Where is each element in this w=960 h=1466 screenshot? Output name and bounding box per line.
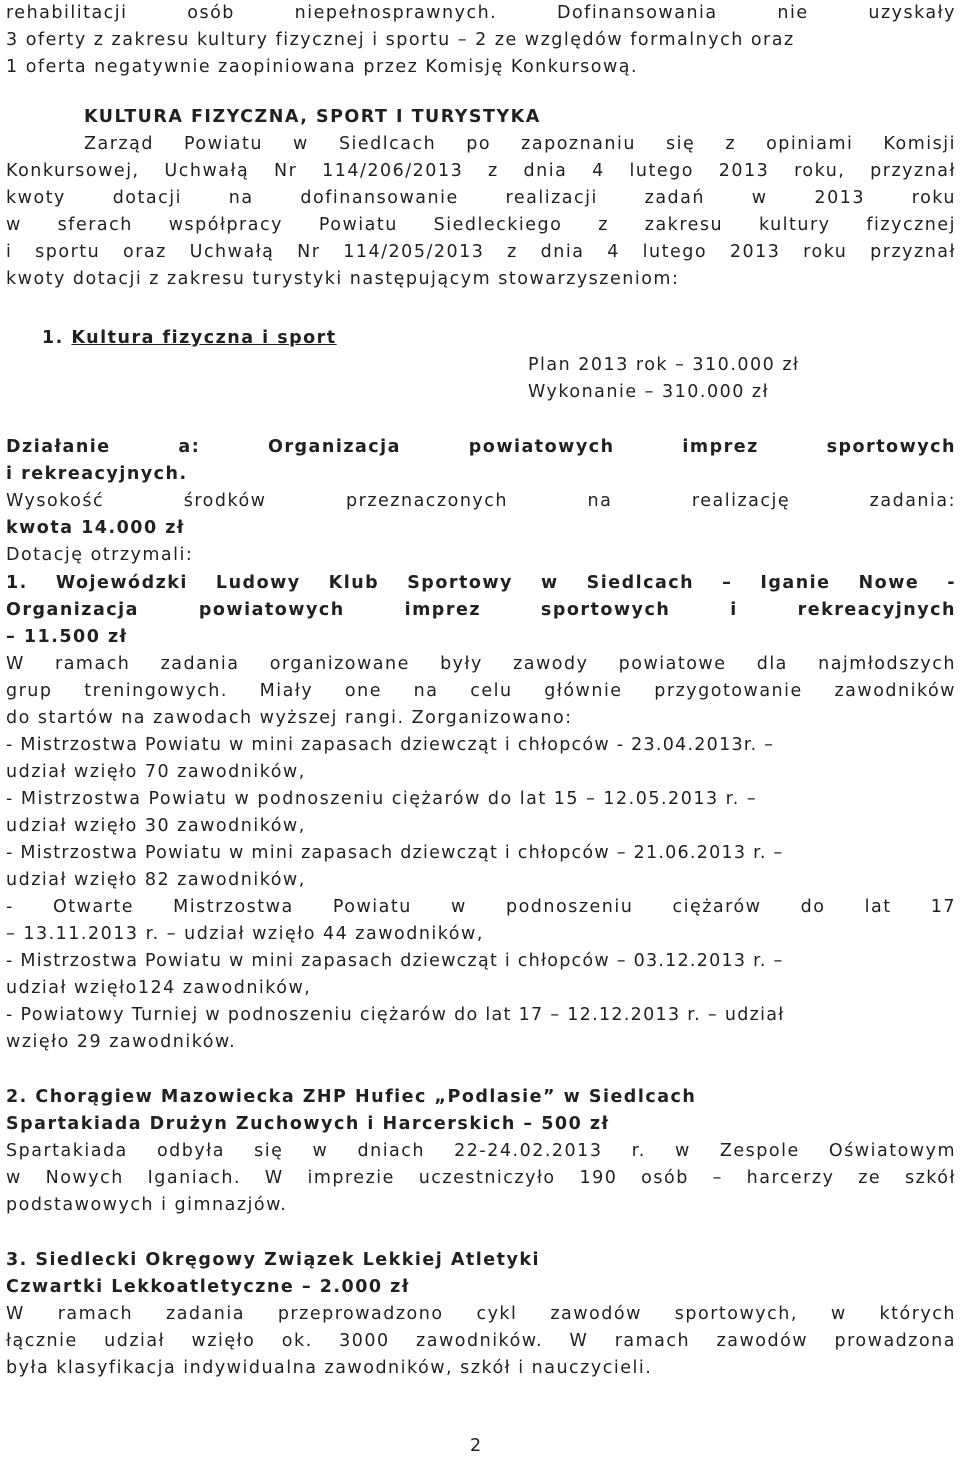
grant-heading: Organizacja powiatowych imprez sportowych i rekreacyjnych: [6, 600, 956, 620]
grant-text-line: - Powiatowy Turniej w podnoszeniu ciężarów do lat 17 – 12.12.2013 r. – udział: [6, 1005, 785, 1025]
section-text-line: kwoty dotacji z zakresu turystyki następującym stowarzyszeniom:: [6, 269, 680, 289]
plan-amount: Plan 2013 rok – 310.000 zł: [528, 355, 800, 375]
grant-text-line: łącznie udział wzięło ok. 3000 zawodników. W ramach zawodów prowadzona: [6, 1331, 956, 1351]
grant-text-line: w Nowych Iganiach. W imprezie uczestniczyło 190 osób – harcerzy ze szkół: [6, 1168, 956, 1188]
section-text-line: i sportu oraz Uchwałą Nr 114/205/2013 z dnia 4 lutego 2013 roku przyznał: [6, 242, 956, 262]
grant-text-line: wzięło 29 zawodników.: [6, 1032, 237, 1052]
recipients-label: Dotację otrzymali:: [6, 545, 194, 565]
grant-text-line: udział wzięło124 zawodników,: [6, 978, 312, 998]
section-text-line: w sferach współpracy Powiatu Siedleckiego z zakresu kultury fizycznej: [6, 215, 956, 235]
grant-text-line: – 13.11.2013 r. – udział wzięło 44 zawodników,: [6, 924, 484, 944]
intro-line: rehabilitacji osób niepełnosprawnych. Dofinansowania nie uzyskały: [6, 3, 956, 23]
section-title: KULTURA FIZYCZNA, SPORT I TURYSTYKA: [84, 107, 541, 127]
grant-heading: 1. Wojewódzki Ludowy Klub Sportowy w Siedlcach – Iganie Nowe -: [6, 573, 956, 593]
intro-line: 1 oferta negatywnie zaopiniowana przez Komisję Konkursową.: [6, 57, 639, 77]
grant-text-line: Spartakiada odbyła się w dniach 22-24.02.2013 r. w Zespole Oświatowym: [6, 1141, 956, 1161]
grant-text-line: - Mistrzostwa Powiatu w mini zapasach dziewcząt i chłopców - 23.04.2013r. –: [6, 735, 775, 755]
execution-amount: Wykonanie – 310.000 zł: [528, 382, 770, 402]
subsection-heading: [42, 325, 922, 352]
grant-text-line: udział wzięło 30 zawodników,: [6, 816, 306, 836]
section-text-line: kwoty dotacji na dofinansowanie realizacji zadań w 2013 roku: [6, 188, 956, 208]
intro-line: 3 oferty z zakresu kultury fizycznej i sportu – 2 ze względów formalnych oraz: [6, 30, 795, 50]
grant-text-line: grup treningowych. Miały one na celu głównie przygotowanie zawodników: [6, 681, 956, 701]
subsection-number: 1.: [42, 328, 64, 348]
grant-heading: Spartakiada Drużyn Zuchowych i Harcerskich – 500 zł: [6, 1114, 610, 1134]
grant-text-line: podstawowych i gimnazjów.: [6, 1195, 288, 1215]
grant-text-line: - Mistrzostwa Powiatu w podnoszeniu ciężarów do lat 15 – 12.05.2013 r. –: [6, 789, 758, 809]
grant-text-line: udział wzięło 82 zawodników,: [6, 870, 306, 890]
grant-heading: – 11.500 zł: [6, 627, 128, 647]
grant-text-line: W ramach zadania przeprowadzono cykl zawodów sportowych, w których: [6, 1304, 956, 1324]
subsection-title: Kultura fizyczna i sport: [71, 328, 337, 348]
grant-text-line: - Mistrzostwa Powiatu w mini zapasach dziewcząt i chłopców – 03.12.2013 r. –: [6, 951, 784, 971]
grant-heading: Czwartki Lekkoatletyczne – 2.000 zł: [6, 1277, 410, 1297]
section-text-line: Zarząd Powiatu w Siedlcach po zapoznaniu się z opiniami Komisji: [84, 134, 956, 154]
amount-label: Wysokość środków przeznaczonych na realizację zadania:: [6, 491, 956, 511]
grant-text-line: W ramach zadania organizowane były zawody powiatowe dla najmłodszych: [6, 654, 956, 674]
grant-text-line: - Otwarte Mistrzostwa Powiatu w podnoszeniu ciężarów do lat 17: [6, 897, 956, 917]
section-text-line: Konkursowej, Uchwałą Nr 114/206/2013 z dnia 4 lutego 2013 roku, przyznał: [6, 161, 956, 181]
grant-heading: 2. Chorągiew Mazowiecka ZHP Hufiec „Podlasie” w Siedlcach: [6, 1087, 697, 1107]
grant-text-line: - Mistrzostwa Powiatu w mini zapasach dziewcząt i chłopców – 21.06.2013 r. –: [6, 843, 784, 863]
page-number: 2: [470, 1436, 482, 1456]
grant-text-line: była klasyfikacja indywidualna zawodników, szkół i nauczycieli.: [6, 1358, 653, 1378]
grant-heading: 3. Siedlecki Okręgowy Związek Lekkiej Atletyki: [6, 1250, 541, 1270]
grant-text-line: do startów na zawodach wyższej rangi. Zorganizowano:: [6, 708, 573, 728]
action-title: i rekreacyjnych.: [6, 464, 188, 484]
grant-text-line: udział wzięło 70 zawodników,: [6, 762, 306, 782]
action-title: Działanie a: Organizacja powiatowych imprez sportowych: [6, 437, 956, 457]
amount-value: kwota 14.000 zł: [6, 518, 185, 538]
